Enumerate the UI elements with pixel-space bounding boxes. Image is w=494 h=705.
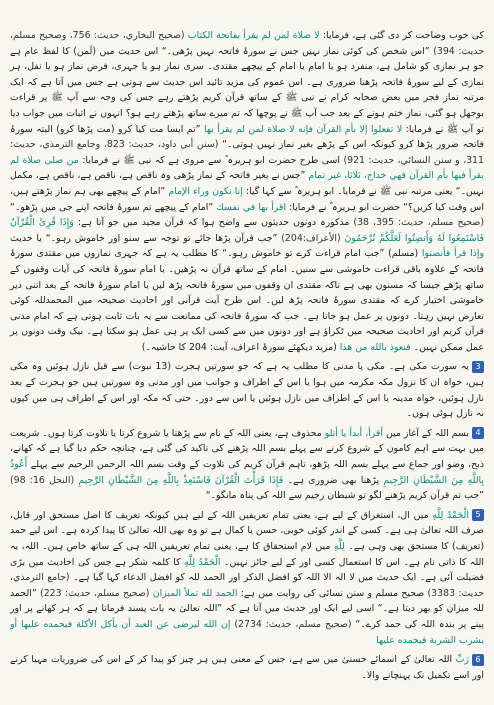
urdu-text: صحیح مسلم و سنن نسائی کی روایت میں ہے: [237,587,428,599]
urdu-text: میں ال، استغراق کے لیے ہے، یعنی تمام تعریفیں اللہ کے لیے ہیں کیونکہ تعریف کا اصل مستحق اور قابل، صرف اللہ تعالیٰ ہی ہے۔ کسی کے اندر کوئی خوبی، حسن یا کمال ہے تو وہ بھی اللہ تعالیٰ کا پیدا کردہ ہے۔ اس لیے حمد (تعریف) کا مستحق بھی وہی ہے۔ [10,509,484,552]
arabic-text: الحمد لله تملأ المیزان [152,587,238,599]
arabic-text: لا صلاة لمن لم یقرأ بفاتحة الکتاب [187,30,320,41]
paragraph-p6 [10,652,484,683]
arabic-text: أقرأ، أبدأ یا أتلو [324,427,383,439]
reference-text: (سنن أبي داود، حدیث: 823، وجامع الترمذي، حدیث: 311، و سنن النسائي، حدیث: 921) [10,139,484,166]
urdu-text: بسم اللہ کے آغاز میں [382,427,469,439]
arabic-text: فَإِذَا قَرَأْتَ الْقُرْآنَ فَاسْتَعِذْ بِاللَّهِ مِنَ الشَّيْطَانِ الرَّجِيمِ [78,474,284,486]
reference-text: (صحیح مسلم، حدیث: 2734) [234,618,352,630]
urdu-text: اللہ تعالیٰ کے اسمائے حسنیٰ میں سے ہے، جس کے معنی ہیں ہر چیز کو پیدا کر کے اس کی ضروریات مہیا کرنے اور اسے تکمیل تک پہنچانے والا۔ [10,654,484,681]
reference-text: (صحیح مسلم، حدیث: 395، 38) [353,217,485,229]
arabic-text: رَبِّ [455,654,469,666]
footnote-number-badge: 3 [472,361,484,373]
arabic-text: إن الله لیرضى عن العبد أن یأکل الأکلة فیحمده علیها أو یشرب الشربة فیحمده علیها [10,618,484,646]
urdu-text: ”الحمد للہ میزان کو بھر دیتا ہے۔“ اسی لیے ایک اور حدیث میں آتا ہے کہ ”اللہ تعالیٰ یہ بات پسند فرماتا ہے کہ ہر کھانے پر اور پینے پر بندہ اللہ کی حمد کرے۔“ [10,587,484,630]
urdu-text: ”جب قرآن پڑھا جائے تو توجہ سے سنو اور خاموش رہو۔“ یا حدیث [10,232,282,244]
urdu-text: مذکورہ دونوں حدیثوں سے واضح ہوا کہ قرآن مجید میں جو آتا ہے: [73,217,354,229]
reference-text: (صحیح مسلم، حدیث: 223) [40,587,153,599]
urdu-text: کی خوب وضاحت کر دی گئی ہے، فرمایا: [319,30,484,41]
urdu-text: پڑھنا بھی ضروری ہے۔ [283,474,384,486]
arabic-text: اقرأ بها في نفسك [216,201,287,213]
paragraph-p3 [10,359,484,421]
arabic-text: إنا نکون وراء الإمام [168,185,243,197]
paragraph-p5 [10,508,484,648]
arabic-text: وإذا قرأ فأنصتوا [421,248,484,260]
reference-text: (الأعراف:204) [281,232,345,244]
paragraph-p4 [10,426,484,504]
arabic-text: من صلى صلاة لم یقرأ فیها بأم القرآن فهي خداج، ثلاثا، غیر تمام [10,154,484,182]
urdu-text: میں لام استحقاق کا ہے، یعنی تمام تعریفیں اللہ ہی کے ساتھ خاص ہیں۔ اللہ، یہ اللہ کا ذاتی نام ہے۔ اس کا استعمال کسی اور کے لیے جائز نہیں۔ [10,541,484,568]
arabic-text: الْحَمْدُ لِلَّهِ [432,509,469,521]
urdu-text: محذوف ہے، یعنی اللہ کے نام سے پڑھتا یا شروع کرتا یا تلاوت کرتا ہوں۔ شریعت میں بہت سے اہم کاموں کے شروع کرنے سے پہلے بسم اللہ پڑھنے کی تاکید کی گئی ہے، چنانچہ حکم دیا گیا ہے کہ کھانے، ذبح، وضو اور جماع سے پہلے بسم اللہ پڑھو، تاہم قرآن کریم کی تلاوت کے وقت بسم اللہ الرحمن الرحیم سے پہلے [10,427,484,471]
urdu-text: کا کلمہ شکر ہے جس کی احادیث میں بڑی فضیلت آئی ہے۔ ایک حدیث میں لا الہ الا اللہ کو افضل الذکر اور الحمد للہ کو افضل الدعاء کہا گیا ہے۔ [10,556,484,584]
urdu-text: ”اس شخص کی کوئی نماز نہیں جس نے سورۂ فاتحہ نہیں پڑھی۔“ اس حدیث میں (لَمن) کا لفظ عام ہے جو ہر نمازی کو شامل ہے، منفرد ہو یا امام یا امام کے پیچھے مقتدی۔ سری نماز ہو یا جہری، فرض نماز ہو یا نفل، ہر نمازی کے لیے سورۂ فاتحہ پڑھنا ضروری ہے۔ اس عموم کی مزید تائید اس حدیث سے ہوتی ہے جس میں آتا ہے کہ ایک مرتبہ نماز فجر میں بعض صحابہ کرام نے نبی ﷺ کے ساتھ قرآن کریم پڑھتے رہے جس کی وجہ سے آپ ﷺ پر قراءت بوجھل ہو گئی، نماز ختم ہونے کے بعد جب آپ ﷺ نے پوچھا کہ تم میرے ساتھ پڑھتے رہے ہو؟ انہوں نے اثبات میں جواب دیا تو آپ ﷺ نے فرمایا: [10,45,484,135]
urdu-text: اسی طرح حضرت ابو ہریرہ ؓ سے مروی ہے کہ نبی ﷺ نے فرمایا: [78,154,344,166]
footnote-number-badge: 6 [472,654,484,666]
arabic-text: أَعُوذُ بِاللَّهِ مِنَ الشَّيْطَانِ الرَّجِيمِ [10,459,485,486]
paragraph-p1 [10,28,484,355]
reference-text: (جامع الترمذي، حدیث: 3383) [10,572,485,599]
urdu-text: ”تم ایسا مت کیا کرو (مت پڑھا کرو) البتہ سورۂ فاتحہ ضرور پڑھا کرو کیونکہ اس کے پڑھے بغیر نماز نہیں ہوتی۔“ [10,123,484,151]
arabic-text: لِلَّهِ [333,541,345,552]
arabic-text: وَإِذَا قُرِئَ الْقُرْآنُ فَاسْتَمِعُوا لَهُ وَأَنصِتُوا لَعَلَّكُمْ تُرْحَمُونَ [10,217,484,244]
arabic-text: لا تفعلوا إلا بأم القرآن فإنه لا صلاة لمن لم یقرأ بها [203,123,403,135]
arabic-text: فنعوذ بالله من هذا [339,341,411,353]
footnote-number-badge: 5 [472,509,484,521]
urdu-text: ”امام کے پیچھے تم سورۂ فاتحہ اپنے جی میں پڑھو۔“ [10,201,217,213]
arabic-text: الْحَمْدُ لِلَّهِ [184,556,221,568]
urdu-text: ”جب تم قرآن کریم پڑھنے لگو تو شیطان رجیم سے اللہ کی پناہ مانگو۔“ [205,490,484,502]
urdu-text: (مزید دیکھئے سورۂ اعراف، آیت: 204 کا حاشیہ۔) [141,341,340,353]
urdu-text: ”امام کے پیچھے بھی ہم نماز پڑھتے ہیں، اس وقت کیا کریں؟“ حضرت ابو ہریرہ ؓ نے فرمایا: [10,185,484,213]
reference-text: (صحیح البخاري، حدیث: 756، وصحیح مسلم، حدیث: 394) [10,30,485,57]
urdu-text: ”جس نے بغیر فاتحہ کے نماز پڑھی وہ ناقص ہے، ناقص ہے، ناقص ہے، مکمل نہیں۔“ یعنی مرتبہ نبی ﷺ نے فرمایا۔ ابو ہریرہ ؓ سے کہا گیا: [10,170,485,197]
reference-text: (النحل 16: 98) [10,474,79,486]
footnote-number-badge: 4 [472,427,484,439]
urdu-text: (مسلم) ”جب امام قراءت کرے تو خاموش رہو۔“ کا مطلب یہ ہے کہ جہری نمازوں میں مقتدی سورۂ فاتحہ کے علاوہ باقی قراءت خاموشی سے سنیں۔ امام کے ساتھ قرآن نہ پڑھیں۔ یا امام سورۂ فاتحہ کی آیات وقفوں کے ساتھ پڑھے جیسا کہ مسنون بھی ہے تاکہ مقتدی ان وقفوں میں سورۂ فاتحہ پڑھ لیں یا امام سورۂ فاتحہ کے بعد اتنی دیر خاموشی اختیار کرے کہ مقتدی سورۂ فاتحہ پڑھ لیں۔ اس طرح آیت قرآنی اور احادیث صحیحہ میں المحمدللہ کوئی تعارض نہیں رہتا۔ دونوں پر عمل ہو جاتا ہے۔ جب کہ سورۂ فاتحہ کی ممانعت سے یہ بات ثابت ہوتی ہے کہ امام مدنی قرآن کریم اور احادیث صحیحہ میں ٹکراؤ ہے اور دونوں میں سے کسی ایک پر ہی عمل ہو سکتا ہے۔ بیک وقت دونوں پر عمل ممکن نہیں۔ [10,248,484,353]
urdu-text: یہ سورت مکی ہے۔ مکی یا مدنی کا مطلب یہ ہے کہ جو سورتیں ہجرت (13 نبوت) سے قبل نازل ہوئیں وہ مکی ہیں، خواہ ان کا نزول مکہ مکرمہ میں ہوا یا اس کے اطراف و جوانب میں اور مدنی وہ سورتیں ہیں جو ہجرت کے بعد نازل ہوئیں، خواہ مدینہ یا اس کے اطراف میں نازل ہوئیں یا اس سے دور۔ حتی کہ مکہ اور اس کے اطراف ہی میں کیوں نہ نازل ہوئی ہوں۔ [10,361,484,420]
